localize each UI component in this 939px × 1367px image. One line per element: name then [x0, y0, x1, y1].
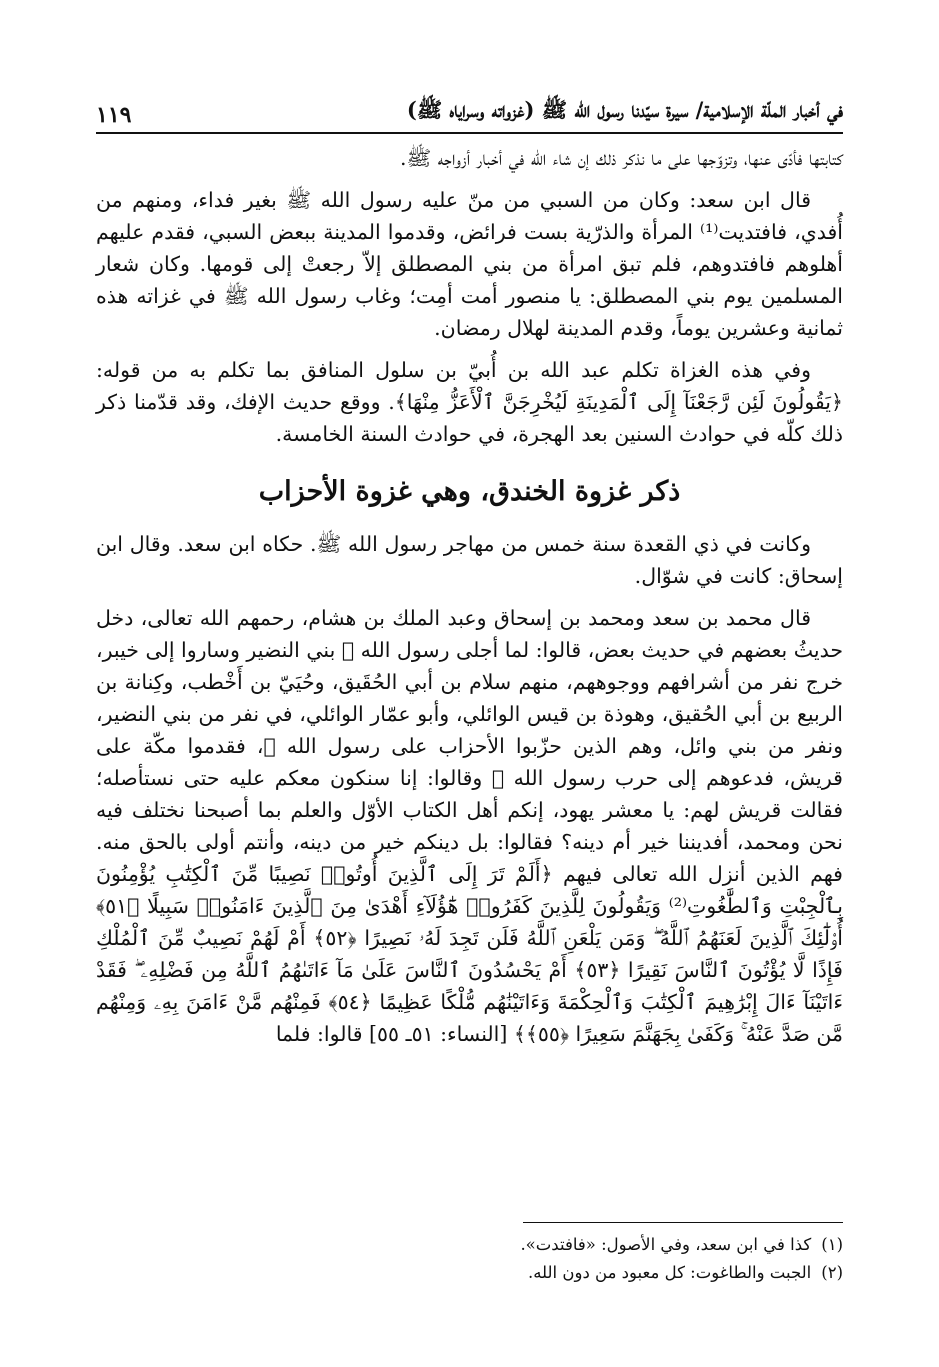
- section-heading: ذكر غزوة الخندق، وهي غزوة الأحزاب: [258, 476, 681, 507]
- page-body: [96, 142, 843, 1060]
- footnote-2: [96, 1259, 843, 1287]
- footnote-divider: [523, 1222, 843, 1223]
- paragraph-5-tail: [النساء: ٥١ـ ٥٥] قالوا: فلما: [275, 1022, 508, 1046]
- paragraph-1: كتابتها فأدّى عنها، وتزوّجها على ما نذكر ذلك إن شاء الله في أخبار أزواجه ﷺ.: [399, 146, 843, 170]
- page-number: ١١٩: [96, 102, 132, 128]
- paragraph-5: [96, 602, 843, 1050]
- quran-quote: ﴿أَلَمْ تَرَ إِلَى ٱلَّذِينَ أُوتُوا۟ نَصِيبًا مِّنَ ٱلْكِتَٰبِ يُؤْمِنُونَ بِٱلْجِبْتِ وَٱلطَّٰغُوتِ⁽²⁾ وَيَقُولُونَ لِلَّذِينَ كَفَرُوا۟ هَٰٓؤُلَآءِ أَهْدَىٰ مِنَ ٱلَّذِينَ ءَامَنُوا۟ سَبِيلًا ﴿٥١﴾ أُو۟لَٰٓئِكَ ٱلَّذِينَ لَعَنَهُمُ ٱللَّهُ ۖ وَمَن يَلْعَنِ ٱللَّهُ فَلَن تَجِدَ لَهُۥ نَصِيرًا ﴿٥٢﴾ أَمْ لَهُمْ نَصِيبٌ مِّنَ ٱلْمُلْكِ فَإِذًا لَّا يُؤْتُونَ ٱلنَّاسَ نَقِيرًا ﴿٥٣﴾ أَمْ يَحْسُدُونَ ٱلنَّاسَ عَلَىٰ مَآ ءَاتَىٰهُمُ ٱللَّهُ مِن فَضْلِهِۦ ۖ فَقَدْ ءَاتَيْنَآ ءَالَ إِبْرَٰهِيمَ ٱلْكِتَٰبَ وَٱلْحِكْمَةَ وَءَاتَيْنَٰهُم مُّلْكًا عَظِيمًا ﴿٥٤﴾ فَمِنْهُم مَّنْ ءَامَنَ بِهِۦ وَمِنْهُم مَّن صَدَّ عَنْهُ ۚ وَكَفَىٰ بِجَهَنَّمَ سَعِيرًا ﴿٥٥﴾﴾: [96, 862, 843, 1046]
- paragraph-4: وكانت في ذي القعدة سنة خمس من مهاجر رسول الله ﷺ. حكاه ابن سعد. وقال ابن إسحاق: كانت في شوّال.: [96, 532, 843, 588]
- footnote-number: (١): [821, 1235, 843, 1254]
- paragraph-5-text: قال محمد بن سعد ومحمد بن إسحاق وعبد الملك بن هشام، رحمهم الله تعالى، دخل حديثُ بعضهم في حديث بعض، قالوا: لما أجلى رسول الله ﷺ بني النضير وساروا إلى خيبر، خرج نفر من أشرافهم ووجوههم، منهم سلام بن أبي الحُقَيق، وحُيَيّ بن أَخْطب، وكِنانة بن الربيع بن أبي الحُقيق، وهوذة بن قيس الوائلي، وأبو عمّار الوائلي، في نفر من بني النضير، ونفر من بني وائل، وهم الذين حزّبوا الأحزاب على رسول الله ﷺ، فقدموا مكّة على قريش، فدعوهم إلى حرب رسول الله ﷺ وقالوا: إنا سنكون معكم عليه حتى نستأصله؛ فقالت قريش لهم: يا معشر يهود، إنكم أهل الكتاب الأوّل والعلم بما أصبحنا نختلف فيه نحن ومحمد، أفديننا خير أم دينه؟ فقالوا: بل دينكم خير من دينه، وأنتم أولى بالحق منه. فهم الذين أنزل الله تعالى فيهم: [96, 606, 843, 886]
- footnotes: [96, 1222, 843, 1287]
- running-header: [96, 88, 843, 134]
- footnote-text: كذا في ابن سعد، وفي الأصول: «فافتدت».: [520, 1235, 812, 1254]
- running-title: في أخبار الملّة الإسلامية/ سيرة سيّدنا رسول الله ﷺ (غزواته وسراياه ﷺ): [406, 97, 843, 122]
- paragraph-2: قال ابن سعد: وكان من السبي من منّ عليه رسول الله ﷺ بغير فداء، ومنهم من أُفدي، فافتديت⁽¹⁾ المرأة والذرّية بست فرائض، وقدموا المدينة ببعض السبي، فقدم عليهم أهلوهم فافتدوهم، فلم تبق امرأة من بني المصطلق إلاّ رجعتْ إلى قومها. وكان شعار المسلمين يوم بني المصطلق: يا منصور أمت أمِت؛ وغاب رسول الله ﷺ في غزاته هذه ثمانية وعشرين يوماً، وقدم المدينة لهلال رمضان.: [96, 188, 843, 340]
- footnote-1: [96, 1231, 843, 1259]
- footnote-text: الجبت والطاغوت: كل معبود من دون الله.: [527, 1263, 812, 1282]
- footnote-number: (٢): [821, 1263, 843, 1282]
- paragraph-3: وفي هذه الغزاة تكلم عبد الله بن أُبيّ بن سلول المنافق بما تكلم به من قوله: ﴿يَقُولُونَ لَئِن رَّجَعْنَآ إِلَى ٱلْمَدِينَةِ لَيُخْرِجَنَّ ٱلْأَعَزُّ مِنْهَا﴾. ووقع حديث الإفك، وقد قدّمنا ذكر ذلك كلّه في حوادث السنين بعد الهجرة، في حوادث السنة الخامسة.: [96, 358, 843, 446]
